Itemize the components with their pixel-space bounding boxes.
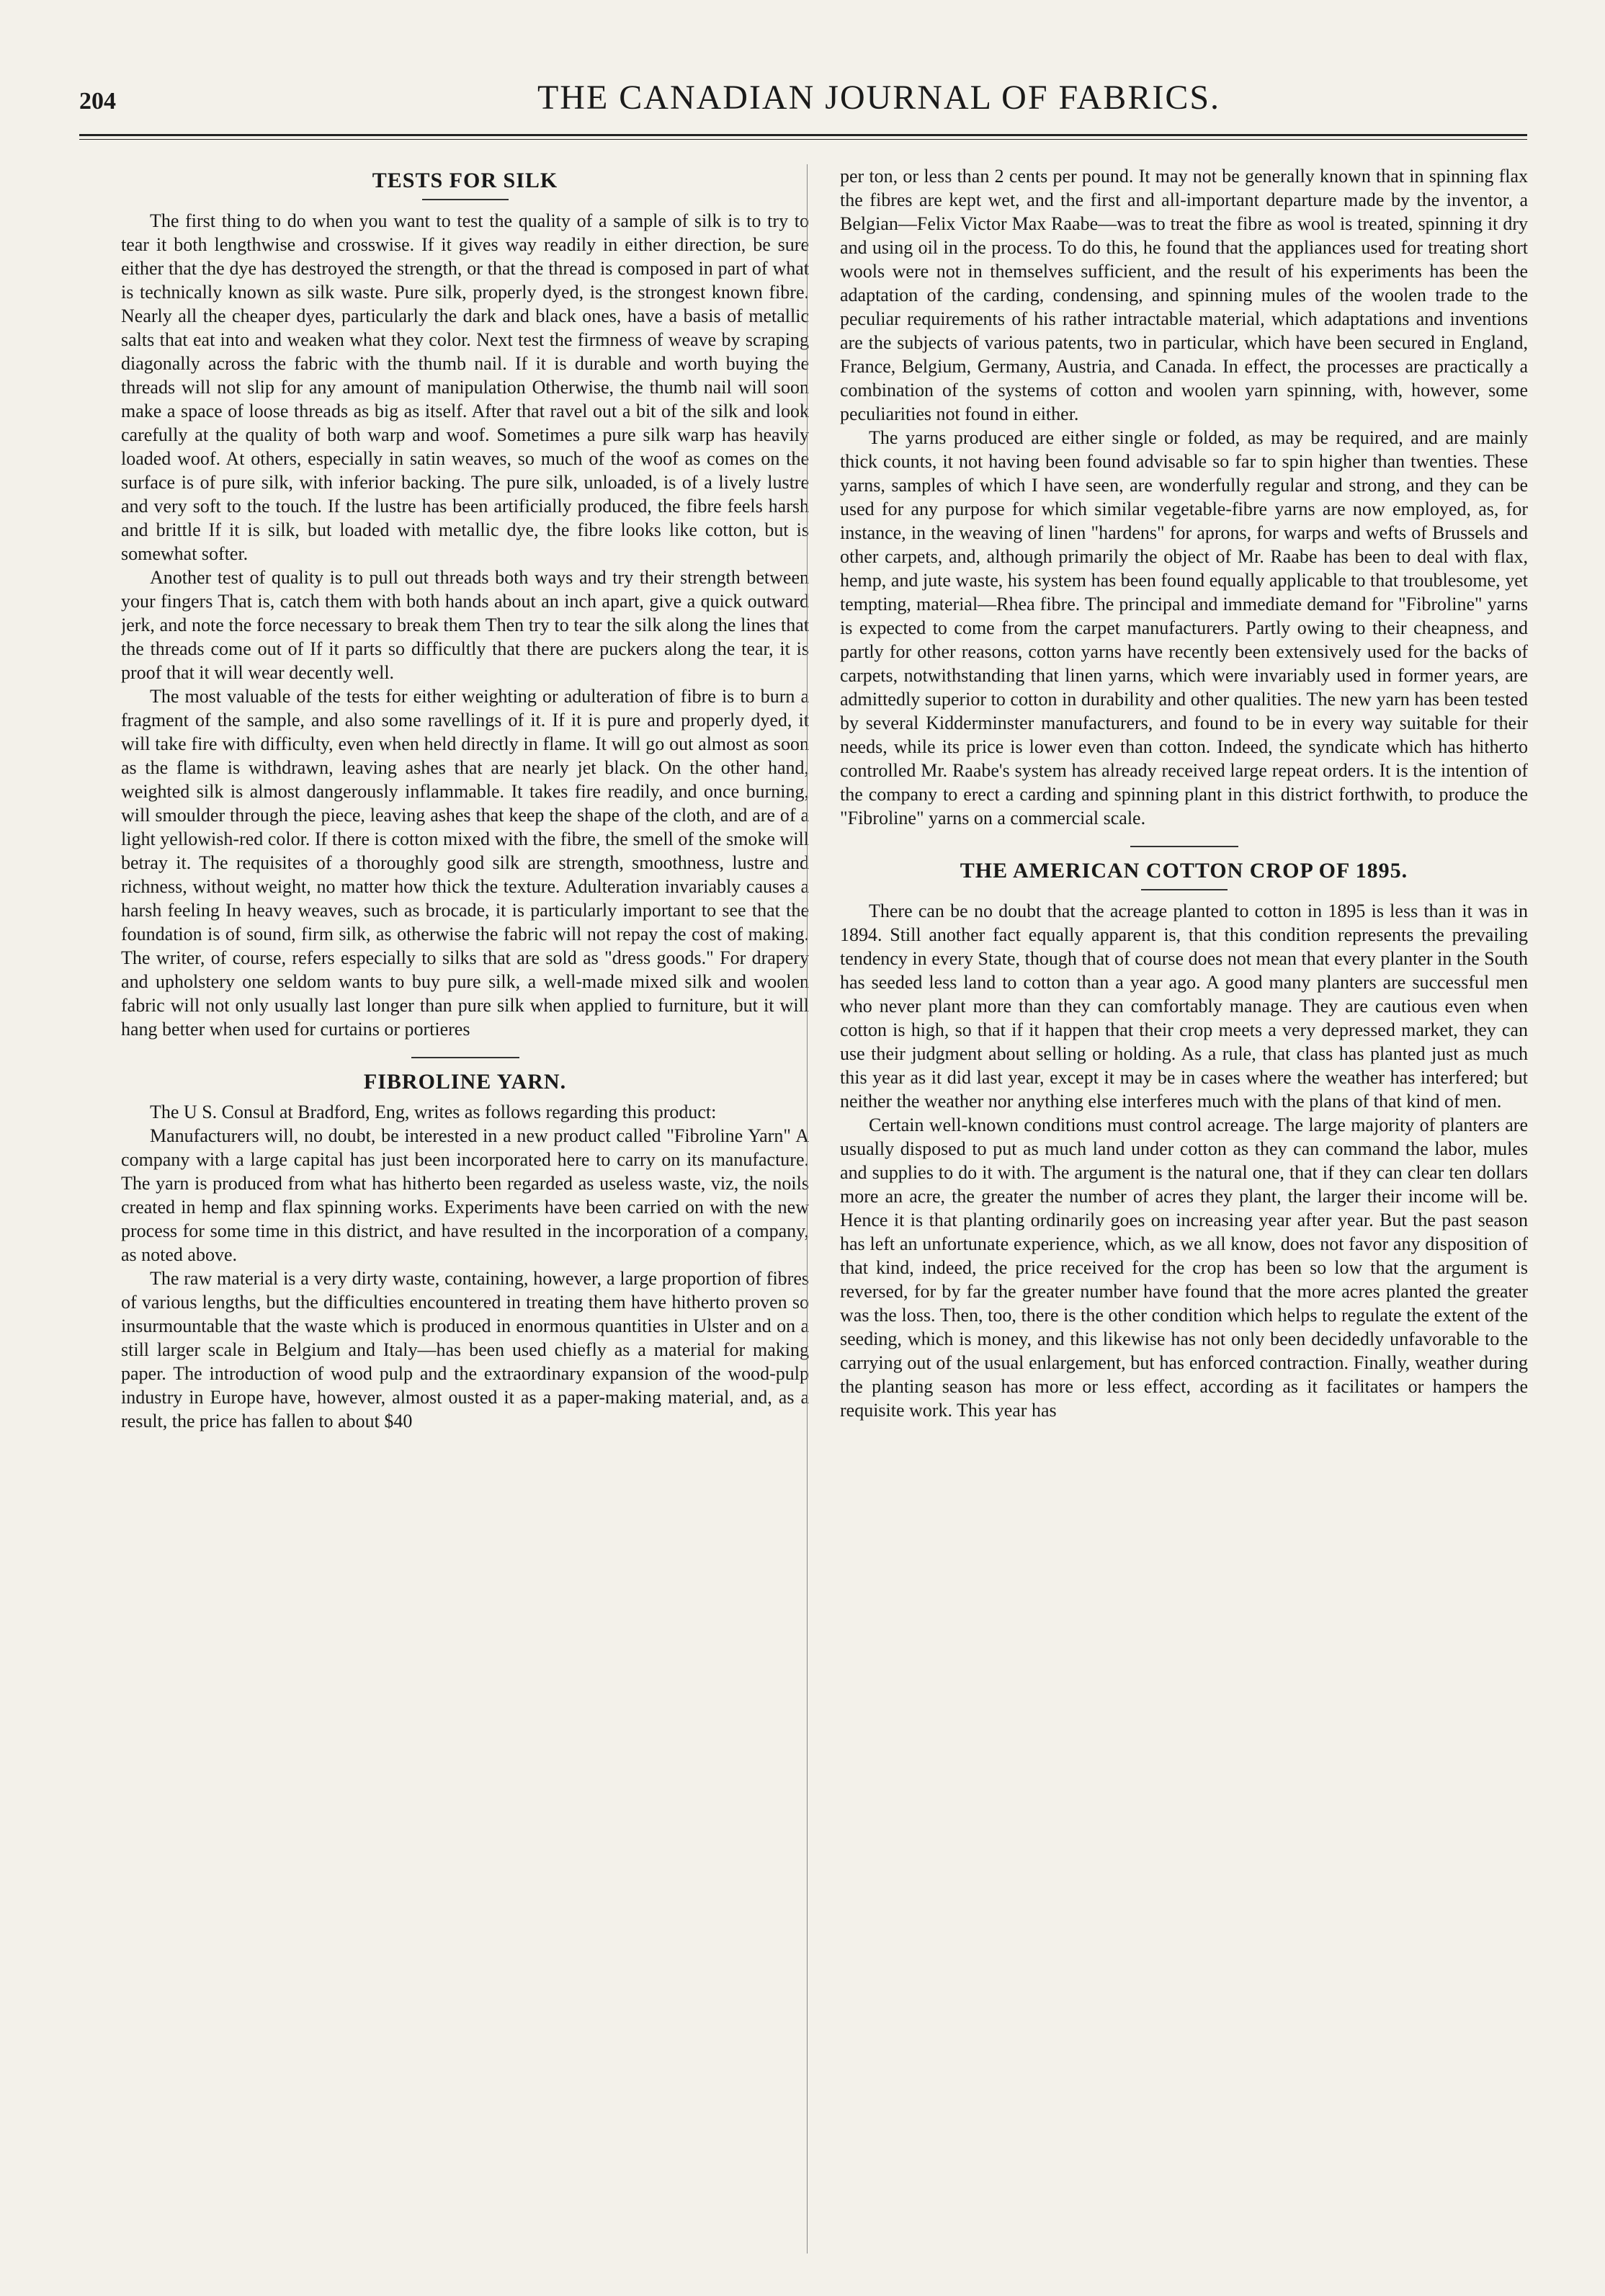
article-fibroline-yarn: [121, 1070, 809, 1433]
journal-title: THE CANADIAN JOURNAL OF FABRICS.: [537, 79, 1221, 117]
paragraph: The first thing to do when you want to test the quality of a sample of silk is to try to tear it both lengthwise and crosswise. If it gives way readily in either direction, be sure either that the dye has destroyed the strength, or that the thread is composed in part of what is technically known as silk waste. Pure silk, properly dyed, is the strongest known fibre. Nearly all the cheaper dyes, particularly the dark and black ones, have a basis of metallic salts that eat into and weaken what they color. Next test the firmness of weave by scraping diagonally across the fabric with the thumb nail. If it is durable and worth buying the threads will not slip for any amount of manipulation Otherwise, the thumb nail will soon make a space of loose threads as big as itself. After that ravel out a bit of the silk and look carefully at the quality of both warp and woof. Sometimes a pure silk warp has heavily loaded woof. At others, especially in satin weaves, so much of the woof as comes on the surface is of pure silk, with inferior backing. The pure silk, unloaded, is of a lively lustre and very soft to the touch. If the lustre has been artificially produced, the fibre feels harsh and brittle If it is silk, but loaded with metallic dye, the fibre looks like cotton, but is somewhat softer.: [121, 210, 809, 564]
article-tests-for-silk: [121, 169, 809, 1041]
paragraph: The raw material is a very dirty waste, containing, however, a large proportion of fibres of various lengths, but the difficulties encountered in treating them have hitherto proven so insurmountable that the waste which is produced in enormous quantities in Ulster and on a still larger scale in Belgium and Italy—has been used chiefly as a material for making paper. The introduction of wood pulp and the extraordinary expansion of the wood-pulp industry in Europe have, however, almost ousted it as a paper-making material, and, as a result, the price has fallen to about $40: [121, 1268, 809, 1431]
title-rule: [1141, 889, 1228, 890]
article-fibroline-yarn-continued: [840, 164, 1528, 830]
article-title: FIBROLINE YARN.: [363, 1070, 567, 1094]
page-number: 204: [79, 88, 116, 115]
paragraph: Manufacturers will, no doubt, be interested in a new product called "Fibroline Yarn" A company with a large capital has just been incorporated here to carry on its manufacture. The yarn is produced from what has hitherto been regarded as useless waste, viz, the noils created in hemp and flax spinning works. Experiments have been carried on with the new process for some time in this district, and have resulted in the incorporation of a company, as noted above.: [121, 1125, 809, 1265]
article-title: THE AMERICAN COTTON CROP OF 1895.: [960, 859, 1408, 883]
paragraph: Certain well-known conditions must control acreage. The large majority of planters are usually disposed to put as much land under cotton as they can command the labor, mules and supplies to do it with. The argument is the natural one, that if they can clear ten dollars more an acre, the greater the number of acres they plant, the larger their income will be. Hence it is that planting ordinarily goes on increasing year after year. But the past season has left an unfortunate experience, which, as we all know, does not favor any disposition of that kind, indeed, the price received for the crop has been so low that the argument is reversed, for by far the greater number have found that the more acres planted the greater was the loss. Then, too, there is the other condition which helps to regulate the extent of the seeding, which is money, and this likewise has not only been decidedly unfavorable to the carrying out of the usual enlargement, but has enforced contraction. Finally, weather during the planting season has more or less effect, according as it facilitates or hampers the requisite work. This year has: [840, 1115, 1528, 1421]
paragraph: There can be no doubt that the acreage planted to cotton in 1895 is less than it was in 1894. Still another fact equally apparent is, that this condition represents the prevailing tendency in every State, though that of course does not mean that every planter in the South has seeded less land to cotton than a year ago. A good many planters are successful men who never plant more than they can comfortably manage. They are cautious even when cotton is high, so that if it happen that their crop meets a very depressed market, they can use their judgment about selling or holding. As a rule, that class has planted just as much this year as it did last year, except it may be in cases where the weather has interfered; but neither the weather nor anything else interferes much with the plans of that kind of men.: [840, 901, 1528, 1112]
title-rule: [422, 199, 509, 200]
paragraph: The U S. Consul at Bradford, Eng, writes as follows regarding this product:: [150, 1102, 717, 1122]
page-header: [79, 78, 1527, 128]
header-rule: [79, 134, 1527, 140]
right-column: [840, 164, 1528, 2253]
paragraph: The yarns produced are either single or folded, as may be required, and are mainly thick counts, it not having been found advisable so far to spin higher than twenties. These yarns, samples of which I have seen, are wonderfully regular and strong, and they can be used for any purpose for which similar vegetable-fibre yarns are now employed, as, for instance, in the weaving of linen "hardens" for aprons, for warps and wefts of Brussels and other carpets, and, although primarily the object of Mr. Raabe has been to deal with flax, hemp, and jute waste, his system has been found equally applicable to that troublesome, yet tempting, material—Rhea fibre. The principal and immediate demand for "Fibroline" yarns is expected to come from the carpet manufacturers. Partly owing to their cheapness, and partly for other reasons, cotton yarns have recently been extensively used for the backs of carpets, notwithstanding that linen yarns, which were invariably used in former years, are admittedly superior to cotton in durability and other qualities. The new yarn has been tested by several Kidderminster manufacturers, and found to be in every way suitable for their needs, while its price is lower even than cotton. Indeed, the syndicate which has hitherto controlled Mr. Raabe's system has already received large repeat orders. It is the intention of the company to erect a carding and spinning plant in this district forthwith, to produce the "Fibroline" yarns on a commercial scale.: [840, 427, 1528, 828]
paragraph: The most valuable of the tests for either weighting or adulteration of fibre is to burn a fragment of the sample, and also some ravellings of it. If it is pure and properly dyed, it will take fire with difficulty, even when held directly in flame. It will go out almost as soon as the flame is withdrawn, leaving ashes that are nearly jet black. On the other hand, weighted silk is almost dangerously inflammable. It takes fire readily, and once burning, will smoulder through the piece, leaving ashes that keep the shape of the cloth, and are of a light yellowish-red color. If there is cotton mixed with the fibre, the smell of the smoke will betray it. The requisites of a thoroughly good silk are strength, smoothness, lustre and richness, without weight, no matter how thick the texture. Adulteration invariably causes a harsh feeling In heavy weaves, such as brocade, it is particularly important to see that the foundation is of sound, firm silk, as otherwise the fabric will not repay the cost of making. The writer, of course, refers especially to silks that are sold as "dress goods." For drapery and upholstery one seldom wants to buy pure silk, a well-made mixed silk and woolen fabric will not only usually last longer than pure silk when applied to furniture, but it will hang better when used for curtains or portieres: [121, 686, 809, 1040]
paragraph: Another test of quality is to pull out threads both ways and try their strength between your fingers That is, catch them with both hands about an inch apart, give a quick outward jerk, and note the force necessary to break them Then try to tear the silk along the lines that the threads come out of If it parts so difficultly that there are puckers along the tear, it is proof that it will wear decently well.: [121, 567, 809, 683]
column-separator: [807, 164, 808, 2253]
paragraph: per ton, or less than 2 cents per pound. It may not be generally known that in spinning flax the fibres are kept wet, and the first and all-important departure made by the inventor, a Belgian—Felix Victor Max Raabe—was to treat the fibre as wool is treated, spinning it dry and using oil in the process. To do this, he found that the appliances used for treating short wools were not in themselves sufficient, and the result of his experiments has been the adaptation of the carding, condensing, and spinning mules of the woolen trade to the peculiar requirements of his rather intractable material, which adaptations and inventions are the subjects of various patents, two in particular, which have been secured in England, France, Belgium, Germany, Austria, and Canada. In effect, the processes are practically a combination of the systems of cotton and woolen yarn spinning, with, however, some peculiarities not found in either.: [840, 166, 1528, 424]
article-american-cotton-crop: [840, 859, 1528, 1422]
left-column: [121, 164, 809, 2253]
section-divider: [1130, 846, 1238, 847]
section-divider: [411, 1057, 519, 1058]
article-title: TESTS FOR SILK: [372, 169, 558, 192]
